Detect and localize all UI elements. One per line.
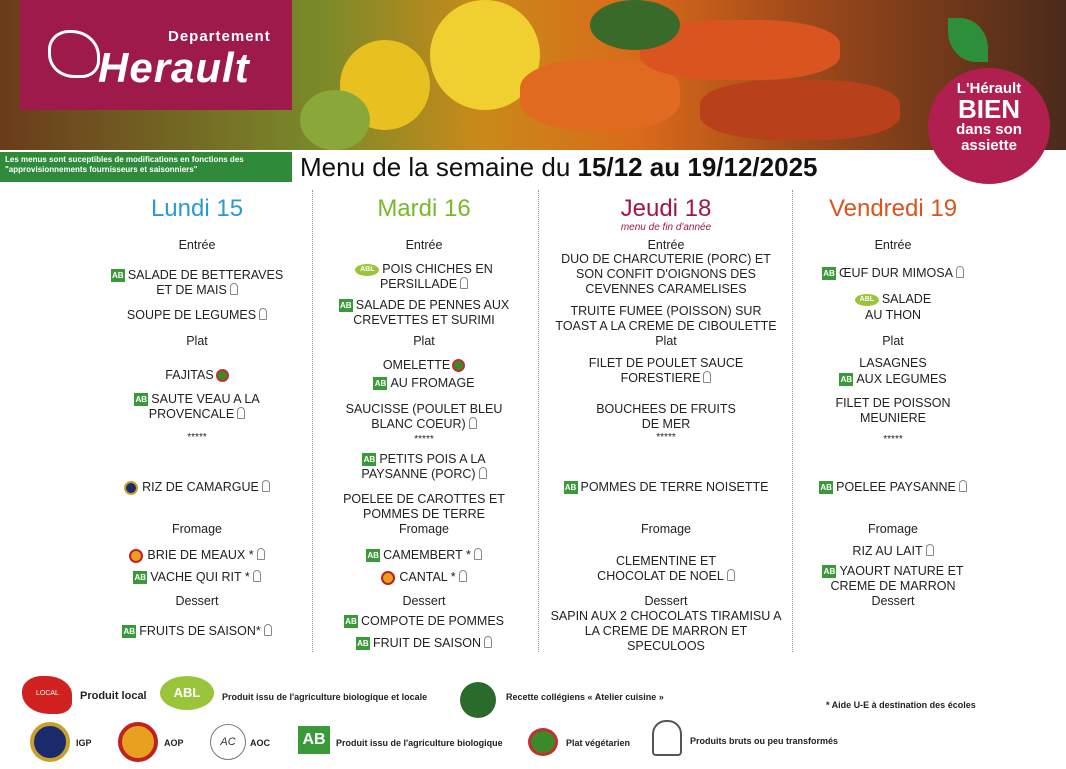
ab-organic-icon: AB xyxy=(564,483,577,493)
menu-item xyxy=(780,292,1006,307)
menu-item-text: AU THON xyxy=(864,308,922,322)
bien-line-3: dans son xyxy=(956,121,1022,138)
menu-item xyxy=(311,548,537,563)
section-dessert: Dessert xyxy=(644,594,688,608)
ab-organic-icon: AB xyxy=(112,271,124,281)
separator-stars: ***** xyxy=(656,432,676,443)
section-entree: Entrée xyxy=(874,238,912,252)
notice-banner: Les menus sont suceptibles de modifications en fonctions des "approvisionnements fournisseurs et saisonniers" xyxy=(0,152,292,182)
title-prefix: Menu de la semaine du xyxy=(300,152,578,182)
menu-item-text: LASAGNES xyxy=(859,356,927,370)
legend-aoc: AOC xyxy=(250,738,270,748)
section-dessert: Dessert xyxy=(871,594,915,608)
menu-item-text: CLEMENTINE ET CHOCOLAT DE NOEL xyxy=(597,554,724,583)
menu-item-text: RIZ AU LAIT xyxy=(852,544,923,558)
menu-item xyxy=(311,636,537,651)
ab-organic-icon: AB xyxy=(363,455,376,465)
menu-item xyxy=(311,614,537,629)
separator-stars: ***** xyxy=(883,434,903,445)
menu-item-text: SALADE xyxy=(881,292,932,306)
ab-organic-icon: AB xyxy=(345,617,357,627)
bien-line-1: L'Hérault xyxy=(956,80,1022,97)
chef-hat-icon xyxy=(460,277,468,289)
menu-item xyxy=(780,544,1006,559)
vegetable-image xyxy=(700,80,900,140)
day-column-jeudi xyxy=(546,192,786,653)
chef-hat-icon xyxy=(479,467,487,479)
menu-item-text: DUO DE CHARCUTERIE (PORC) ET SON CONFIT D'OIGNONS DES CEVENNES CARAMELISES xyxy=(561,252,771,296)
menu-item-text: POELEE PAYSANNE xyxy=(836,480,956,494)
legend-ab: Produit issu de l'agriculture biologique xyxy=(336,738,503,748)
page-title xyxy=(300,152,818,183)
menu-item xyxy=(546,402,786,432)
day-title: Jeudi 18 xyxy=(620,195,712,222)
abl-icon: ABL xyxy=(160,676,214,710)
menu-item xyxy=(780,356,1006,371)
day-title: Mardi 16 xyxy=(377,195,471,222)
chef-hat-icon xyxy=(926,544,934,556)
ab-organic-icon: AB xyxy=(134,573,146,583)
menu-item-text: CAMEMBERT * xyxy=(383,548,471,562)
menu-item xyxy=(780,372,1006,387)
chef-hat-icon xyxy=(959,480,967,492)
section-dessert: Dessert xyxy=(402,594,446,608)
section-entree: Entrée xyxy=(405,238,443,252)
menu-item-text: FILET DE POISSON MEUNIERE xyxy=(835,396,951,425)
menu-item-text: BOUCHEES DE FRUITS DE MER xyxy=(596,402,736,431)
legend-bruts: Produits bruts ou peu transformés xyxy=(690,736,839,746)
menu-item xyxy=(311,492,537,522)
legend-abl: Produit issu de l'agriculture biologique et locale xyxy=(222,692,428,702)
legend-local: Produit local xyxy=(80,690,147,702)
chef-hat-icon xyxy=(703,371,711,383)
menu-item-text: SOUPE DE LEGUMES xyxy=(126,308,257,322)
chef-hat-icon xyxy=(469,417,477,429)
menu-item-text: SAUTE VEAU A LA PROVENCALE xyxy=(148,392,260,421)
menu-item xyxy=(311,376,537,391)
column-divider xyxy=(538,190,539,652)
menu-item-text: POIS CHICHES EN PERSILLADE xyxy=(379,262,493,291)
abl-icon: ABL xyxy=(855,294,879,306)
menu-item-text: FAJITAS xyxy=(165,368,214,382)
ab-organic-icon: AB xyxy=(123,627,135,637)
section-fromage: Fromage xyxy=(867,522,919,536)
menu-item xyxy=(546,304,786,334)
menu-item-text: POMMES DE TERRE NOISETTE xyxy=(580,480,769,494)
bien-line-2: BIEN xyxy=(957,94,1021,124)
menu-item-text: FILET DE POULET SAUCE FORESTIERE xyxy=(588,356,744,385)
section-plat: Plat xyxy=(882,334,904,348)
menu-item-text: TRUITE FUMEE (POISSON) SUR TOAST A LA CREME DE CIBOULETTE xyxy=(555,304,777,333)
menu-item xyxy=(780,266,1006,281)
menu-item-text: CANTAL * xyxy=(399,570,456,584)
chef-hat-icon xyxy=(474,548,482,560)
chef-hat-icon xyxy=(259,308,267,320)
day-column-lundi xyxy=(84,192,310,650)
section-entree: Entrée xyxy=(647,238,685,252)
menu-item-text: FRUITS DE SAISON* xyxy=(139,624,261,638)
menu-item-text: PETITS POIS A LA PAYSANNE (PORC) xyxy=(361,452,486,481)
menu-item-text: FRUIT DE SAISON xyxy=(372,636,482,650)
aop-icon xyxy=(129,549,143,563)
section-fromage: Fromage xyxy=(398,522,450,536)
menu-item-text: AUX LEGUMES xyxy=(856,372,947,386)
chef-hat-icon xyxy=(652,720,682,756)
vegetarian-icon xyxy=(528,728,558,756)
legend-atelier: Recette collégiens « Atelier cuisine » xyxy=(506,692,664,702)
menu-item-text: RIZ DE CAMARGUE xyxy=(142,480,259,494)
menu-item-text: SAUCISSE (POULET BLEU BLANC COEUR) xyxy=(345,402,503,431)
menu-item xyxy=(84,368,310,383)
menu-item xyxy=(546,356,786,386)
department-logo[interactable] xyxy=(20,0,292,110)
menu-item-text: BRIE DE MEAUX * xyxy=(147,548,254,562)
day-title: Vendredi 19 xyxy=(828,195,958,222)
menu-item-text: POELEE DE CAROTTES ET POMMES DE TERRE xyxy=(343,492,505,521)
menu-item xyxy=(546,609,786,654)
local-product-icon xyxy=(22,676,72,714)
legend-aide-ue: * Aide U-E à destination des écoles xyxy=(826,700,976,710)
aop-icon xyxy=(118,722,158,762)
ab-organic-icon: AB xyxy=(374,379,387,389)
legend-vegetarien: Plat végétarien xyxy=(566,738,631,748)
menu-item xyxy=(84,268,310,298)
menu-item xyxy=(84,480,310,495)
chef-hat-icon xyxy=(262,480,270,492)
separator-stars: ***** xyxy=(414,434,434,445)
menu-item xyxy=(780,396,1006,426)
chef-hat-icon xyxy=(459,570,467,582)
menu-item xyxy=(311,570,537,585)
menu-item-text: AU FROMAGE xyxy=(390,376,475,390)
menu-item xyxy=(546,252,786,297)
section-fromage: Fromage xyxy=(640,522,692,536)
menu-item xyxy=(311,262,537,292)
menu-item-text: VACHE QUI RIT * xyxy=(150,570,250,584)
ab-organic-icon: AB xyxy=(367,551,379,561)
menu-item xyxy=(311,452,537,482)
menu-item xyxy=(84,308,310,323)
chef-hat-icon xyxy=(257,548,265,560)
menu-item xyxy=(780,480,1006,495)
vegetable-image xyxy=(590,0,680,50)
logo-name: Herault xyxy=(98,44,250,91)
vegetarian-icon xyxy=(216,369,229,382)
separator-stars: ***** xyxy=(187,432,207,443)
herault-map-icon xyxy=(48,30,100,78)
section-plat: Plat xyxy=(413,334,435,348)
menu-item xyxy=(84,392,310,422)
menu-item xyxy=(84,548,310,563)
igp-icon xyxy=(124,481,138,495)
menu-item-text: OMELETTE xyxy=(382,358,451,372)
section-plat: Plat xyxy=(186,334,208,348)
menu-item-text: ŒUF DUR MIMOSA xyxy=(839,266,953,280)
title-dates: 15/12 au 19/12/2025 xyxy=(577,152,818,182)
menu-item xyxy=(311,298,537,328)
menu-item xyxy=(780,308,1006,323)
menu-item xyxy=(546,480,786,495)
ab-organic-icon: AB xyxy=(820,483,832,493)
section-plat: Plat xyxy=(655,334,677,348)
ab-organic-icon: AB xyxy=(357,639,369,649)
chef-hat-icon xyxy=(956,266,964,278)
chef-hat-icon xyxy=(230,283,238,295)
ab-organic-icon: AB xyxy=(823,567,836,577)
menu-item-text: SAPIN AUX 2 CHOCOLATS TIRAMISU A LA CREME DE MARRON ET SPECULOOS xyxy=(550,609,782,653)
menu-item xyxy=(546,554,786,584)
menu-item xyxy=(84,624,310,639)
chef-hat-icon xyxy=(237,407,245,419)
legend xyxy=(0,662,1066,769)
day-column-mardi xyxy=(311,192,537,650)
section-fromage: Fromage xyxy=(171,522,223,536)
menu-item xyxy=(311,402,537,432)
ab-organic-icon: AB xyxy=(135,395,148,405)
bien-dans-son-assiette-logo xyxy=(928,68,1050,184)
menu-item-text: SALADE DE PENNES AUX CREVETTES ET SURIMI xyxy=(353,298,510,327)
atelier-cuisine-icon xyxy=(460,682,496,718)
legend-aop: AOP xyxy=(164,738,184,748)
local-badge-text: LOCAL xyxy=(36,690,59,697)
chef-hat-icon xyxy=(484,636,492,648)
ab-organic-icon: AB xyxy=(339,301,352,311)
vegetable-image xyxy=(300,90,370,150)
chef-hat-icon xyxy=(727,569,735,581)
bien-line-4: assiette xyxy=(961,137,1017,154)
day-column-vendredi xyxy=(780,192,1006,650)
chef-hat-icon xyxy=(253,570,261,582)
menu-item-text: YAOURT NATURE ET CREME DE MARRON xyxy=(830,564,964,593)
menu-item xyxy=(84,570,310,585)
chef-hat-icon xyxy=(264,624,272,636)
menu-item-text: SALADE DE BETTERAVES ET DE MAIS xyxy=(127,268,284,297)
section-dessert: Dessert xyxy=(175,594,219,608)
day-subtitle: menu de fin d'année xyxy=(620,222,712,233)
aoc-icon: AC xyxy=(210,724,246,760)
abl-icon: ABL xyxy=(355,264,379,276)
aop-icon xyxy=(381,571,395,585)
ab-organic-icon: AB xyxy=(298,726,330,754)
igp-icon xyxy=(30,722,70,762)
legend-igp: IGP xyxy=(76,738,92,748)
menu-item-text: COMPOTE DE POMMES xyxy=(360,614,505,628)
vegetarian-icon xyxy=(452,359,465,372)
menu-item xyxy=(780,564,1006,594)
logo-label: Departement xyxy=(168,28,271,45)
ab-organic-icon: AB xyxy=(823,269,835,279)
menu-item xyxy=(311,358,537,373)
section-entree: Entrée xyxy=(178,238,216,252)
day-title: Lundi 15 xyxy=(150,195,244,222)
ab-organic-icon: AB xyxy=(840,375,853,385)
